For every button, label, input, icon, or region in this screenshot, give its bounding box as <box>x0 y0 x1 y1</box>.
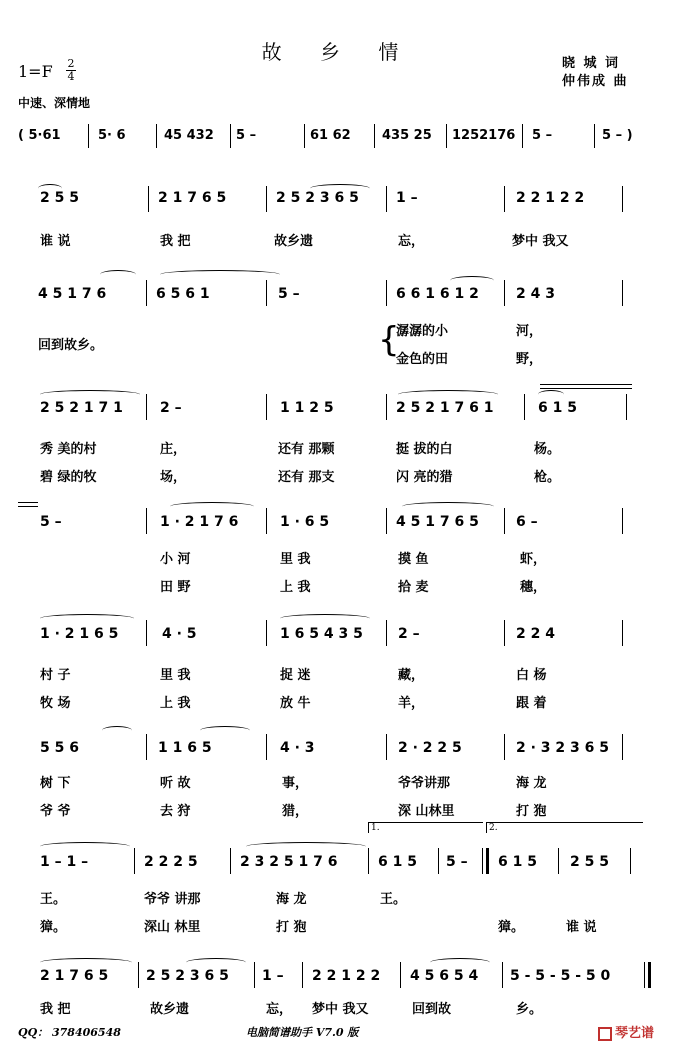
barline <box>156 124 157 148</box>
barline <box>504 734 505 760</box>
lyric-line-2: 枪。 <box>534 470 561 485</box>
slur <box>170 502 254 511</box>
measure-notes: 2 · 3 2 3 6 5 <box>516 740 610 756</box>
lyric-line-1: 谁 说 <box>40 234 71 249</box>
measure-notes: 4 · 5 <box>162 626 197 642</box>
measure-notes: 4 5 1 7 6 <box>38 286 107 302</box>
slur <box>40 390 140 399</box>
meter-bottom: 4 <box>67 70 75 83</box>
barline <box>524 394 525 420</box>
lyric-line-1: 梦中 我又 <box>512 234 569 249</box>
score-system-1 <box>10 184 650 254</box>
lyric-line-2: 闪 亮的猎 <box>396 470 453 485</box>
slur <box>402 502 494 511</box>
slur <box>538 390 564 399</box>
song-title: 故 乡 情 <box>261 40 415 64</box>
measure-notes: 2 · 2 2 5 <box>398 740 462 756</box>
barline <box>630 848 631 874</box>
barline <box>504 280 505 306</box>
barline <box>266 280 267 306</box>
lyric-line-1: 我 把 <box>160 234 191 249</box>
lyric-line-2: 碧 绿的牧 <box>40 470 97 485</box>
slur <box>450 276 494 285</box>
intro-measure: 5 – ) <box>602 128 633 143</box>
barline <box>88 124 89 148</box>
measure-notes: 1 1 6 5 <box>158 740 212 756</box>
barline <box>594 124 595 148</box>
measure-notes: 6 1 5 <box>498 854 537 870</box>
barline <box>446 124 447 148</box>
tempo-marking: 中速、深情地 <box>18 96 91 110</box>
slur <box>200 726 250 735</box>
lyric-line-1: 王。 <box>40 892 67 907</box>
lyric-line-2: 上 我 <box>280 580 311 595</box>
barline <box>622 508 623 534</box>
intro-measure: 1252176 <box>452 128 516 143</box>
repeat-line <box>18 502 38 503</box>
score-system-6 <box>10 726 650 826</box>
slur <box>280 614 370 623</box>
lyric-line-2: 拾 麦 <box>398 580 429 595</box>
lyric-line-2: 谁 说 <box>566 920 597 935</box>
score-system-3 <box>10 384 650 484</box>
barline <box>386 394 387 420</box>
slur <box>398 390 498 399</box>
lyric-line-1: 小 河 <box>160 552 191 567</box>
measure-notes: 1 – 1 – <box>40 854 89 870</box>
lyric-line-1: 回到故乡。 <box>38 338 104 353</box>
slur <box>40 614 134 623</box>
lyric-line-1: 里 我 <box>280 552 311 567</box>
lyric-line-1: 爷爷 讲那 <box>144 892 201 907</box>
barline <box>438 848 439 874</box>
measure-notes: 2 1 7 6 5 <box>158 190 227 206</box>
lyric-line-1: 海 龙 <box>516 776 547 791</box>
slur <box>430 958 490 967</box>
lyric-line-2: 还有 那支 <box>278 470 335 485</box>
barline <box>400 962 401 988</box>
barline <box>304 124 305 148</box>
barline <box>386 508 387 534</box>
barline <box>386 186 387 212</box>
repeat-barline <box>482 848 483 874</box>
lyric-line-1: 白 杨 <box>516 668 547 683</box>
lyric-line-2: 上 我 <box>160 696 191 711</box>
lyric-line-2: 野， <box>516 352 543 367</box>
barline <box>522 124 523 148</box>
measure-notes: 2 – <box>398 626 420 642</box>
barline <box>254 962 255 988</box>
measure-notes: 2 – <box>160 400 182 416</box>
composer-credit: 仲伟成 曲 <box>562 74 629 89</box>
measure-notes: 2 5 2 3 6 5 <box>146 968 229 984</box>
qq-contact: QQ： 378406548 <box>18 1026 121 1039</box>
lyric-line-2: 深 山林里 <box>398 804 455 819</box>
repeat-line <box>18 506 38 507</box>
slur <box>102 726 132 735</box>
lyric-line-1: 回到故 <box>412 1002 452 1017</box>
barline <box>138 962 139 988</box>
lyric-line-1: 还有 那颗 <box>278 442 335 457</box>
lyric-line-2: 獐。 <box>498 920 525 935</box>
intro-measure: ( 5·61 <box>18 128 61 143</box>
measure-notes: 6 5 6 1 <box>156 286 210 302</box>
lyric-line-1: 里 我 <box>160 668 191 683</box>
lyric-line-2: 场， <box>160 470 187 485</box>
barline <box>148 186 149 212</box>
barline <box>134 848 135 874</box>
measure-notes: 2 5 2 1 7 6 1 <box>396 400 494 416</box>
lyric-line-1: 摸 鱼 <box>398 552 429 567</box>
second-ending: 2. <box>486 822 643 833</box>
measure-notes: 6 1 5 <box>538 400 577 416</box>
measure-notes: 1 · 6 5 <box>280 514 330 530</box>
measure-notes: 2 1 7 6 5 <box>40 968 109 984</box>
barline <box>266 620 267 646</box>
barline <box>146 620 147 646</box>
score-system-2 <box>10 270 650 370</box>
measure-notes: 6 1 5 <box>378 854 417 870</box>
barline <box>622 734 623 760</box>
barline <box>504 508 505 534</box>
barline <box>626 394 627 420</box>
barline <box>146 734 147 760</box>
barline <box>386 280 387 306</box>
intro-measure: 5· 6 <box>98 128 126 143</box>
barline <box>266 186 267 212</box>
barline <box>146 508 147 534</box>
barline <box>230 848 231 874</box>
lyric-line-2: 爷 爷 <box>40 804 71 819</box>
measure-notes: 5 5 6 <box>40 740 79 756</box>
first-ending: 1. <box>368 822 483 833</box>
lyric-line-1: 故乡遗 <box>150 1002 190 1017</box>
barline <box>230 124 231 148</box>
intro-line <box>10 122 650 152</box>
measure-notes: 5 – <box>278 286 300 302</box>
score-system-5 <box>10 612 650 712</box>
intro-measure: 5 – <box>532 128 553 143</box>
slur <box>100 270 136 279</box>
measure-notes: 1 · 2 1 6 5 <box>40 626 119 642</box>
repeat-line <box>540 388 632 389</box>
measure-notes: 4 5 6 5 4 <box>410 968 479 984</box>
logo-icon <box>598 1027 612 1041</box>
lyric-line-1: 秀 美的村 <box>40 442 97 457</box>
barline <box>374 124 375 148</box>
measure-notes: 2 5 2 1 7 1 <box>40 400 123 416</box>
lyric-line-2: 放 牛 <box>280 696 311 711</box>
lyric-line-2: 打 狍 <box>516 804 547 819</box>
lyric-line-2: 去 狩 <box>160 804 191 819</box>
lyric-line-2: 深山 林里 <box>144 920 201 935</box>
measure-notes: 2 5 5 <box>40 190 79 206</box>
measure-notes: 1 1 2 5 <box>280 400 334 416</box>
barline <box>266 508 267 534</box>
measure-notes: 2 2 2 5 <box>144 854 198 870</box>
lyric-line-1: 杨。 <box>534 442 561 457</box>
software-version: 电脑简谱助手 V7.0 版 <box>246 1026 359 1039</box>
barline <box>558 848 559 874</box>
lyric-line-1: 乡。 <box>516 1002 543 1017</box>
barline <box>386 620 387 646</box>
score-system-8 <box>10 958 650 1018</box>
lyric-line-1: 故乡遗 <box>274 234 314 249</box>
lyric-line-1: 藏， <box>398 668 425 683</box>
intro-measure: 45 432 <box>164 128 214 143</box>
measure-notes: 2 2 1 2 2 <box>516 190 585 206</box>
barline <box>504 186 505 212</box>
lyric-line-2: 打 狍 <box>276 920 307 935</box>
measure-notes: 1 – <box>396 190 418 206</box>
measure-notes: 2 5 2 3 6 5 <box>276 190 359 206</box>
lyric-line-1: 我 把 <box>40 1002 71 1017</box>
lyric-line-1: 树 下 <box>40 776 71 791</box>
repeat-barline <box>486 848 489 874</box>
lyric-line-1: 忘， <box>266 1002 293 1017</box>
measure-notes: 5 – <box>40 514 62 530</box>
measure-notes: 2 2 1 2 2 <box>312 968 381 984</box>
lyric-line-1: 王。 <box>380 892 407 907</box>
slur <box>186 958 246 967</box>
lyric-line-1: 听 故 <box>160 776 191 791</box>
lyric-line-1: 海 龙 <box>276 892 307 907</box>
barline <box>266 734 267 760</box>
barline <box>386 734 387 760</box>
lyric-line-2: 羊， <box>398 696 425 711</box>
lyric-line-2: 跟 着 <box>516 696 547 711</box>
key-signature: 1=F <box>18 62 53 81</box>
slur <box>40 958 132 967</box>
score-system-4 <box>10 498 650 598</box>
logo-text: 琴艺谱 <box>615 1026 655 1041</box>
barline <box>622 186 623 212</box>
barline <box>502 962 503 988</box>
slur <box>246 842 366 851</box>
barline <box>146 394 147 420</box>
intro-measure: 5 – <box>236 128 257 143</box>
intro-measure: 435 25 <box>382 128 432 143</box>
measure-notes: 4 5 1 7 6 5 <box>396 514 479 530</box>
lyric-line-2: 獐。 <box>40 920 67 935</box>
lyric-line-1: 潺潺的小 <box>396 324 449 339</box>
measure-notes: 6 – <box>516 514 538 530</box>
final-barline <box>648 962 651 988</box>
barline <box>368 848 369 874</box>
measure-notes: 1 6 5 4 3 5 <box>280 626 363 642</box>
site-logo <box>598 1022 654 1041</box>
repeat-line <box>540 384 632 385</box>
slur <box>40 842 130 851</box>
lyric-line-1: 梦中 我又 <box>312 1002 369 1017</box>
lyricist-credit: 晓 城 词 <box>562 56 621 71</box>
lyric-line-1: 河， <box>516 324 543 339</box>
lyric-line-1: 虾， <box>520 552 547 567</box>
measure-notes: 2 2 4 <box>516 626 555 642</box>
measure-notes: 2 5 5 <box>570 854 609 870</box>
lyric-line-1: 挺 拔的白 <box>396 442 453 457</box>
lyric-line-1: 村 子 <box>40 668 71 683</box>
final-barline <box>644 962 645 988</box>
lyric-line-2: 田 野 <box>160 580 191 595</box>
meter-top: 2 <box>67 57 75 70</box>
lyric-line-2: 猎， <box>282 804 309 819</box>
score-system-7 <box>10 842 650 942</box>
lyric-line-1: 庄， <box>160 442 187 457</box>
time-signature <box>66 58 76 83</box>
lyric-line-1: 捉 迷 <box>280 668 311 683</box>
measure-notes: 2 4 3 <box>516 286 555 302</box>
measure-notes: 1 – <box>262 968 284 984</box>
lyric-line-1: 爷爷讲那 <box>398 776 451 791</box>
measure-notes: 5 - 5 - 5 - 5 0 <box>510 968 611 984</box>
barline <box>266 394 267 420</box>
intro-measure: 61 62 <box>310 128 351 143</box>
lyric-line-1: 事， <box>282 776 309 791</box>
barline <box>622 280 623 306</box>
slur <box>160 270 280 279</box>
barline <box>146 280 147 306</box>
lyric-line-2: 牧 场 <box>40 696 71 711</box>
lyric-line-1: 忘， <box>398 234 425 249</box>
measure-notes: 6 6 1 6 1 2 <box>396 286 479 302</box>
verse-brace: { <box>378 320 400 360</box>
barline <box>622 620 623 646</box>
lyric-line-2: 金色的田 <box>396 352 449 367</box>
barline <box>302 962 303 988</box>
lyric-line-2: 穗， <box>520 580 547 595</box>
measure-notes: 2 3 2 5 1 7 6 <box>240 854 338 870</box>
measure-notes: 1 · 2 1 7 6 <box>160 514 239 530</box>
barline <box>504 620 505 646</box>
measure-notes: 4 · 3 <box>280 740 315 756</box>
measure-notes: 5 – <box>446 854 468 870</box>
